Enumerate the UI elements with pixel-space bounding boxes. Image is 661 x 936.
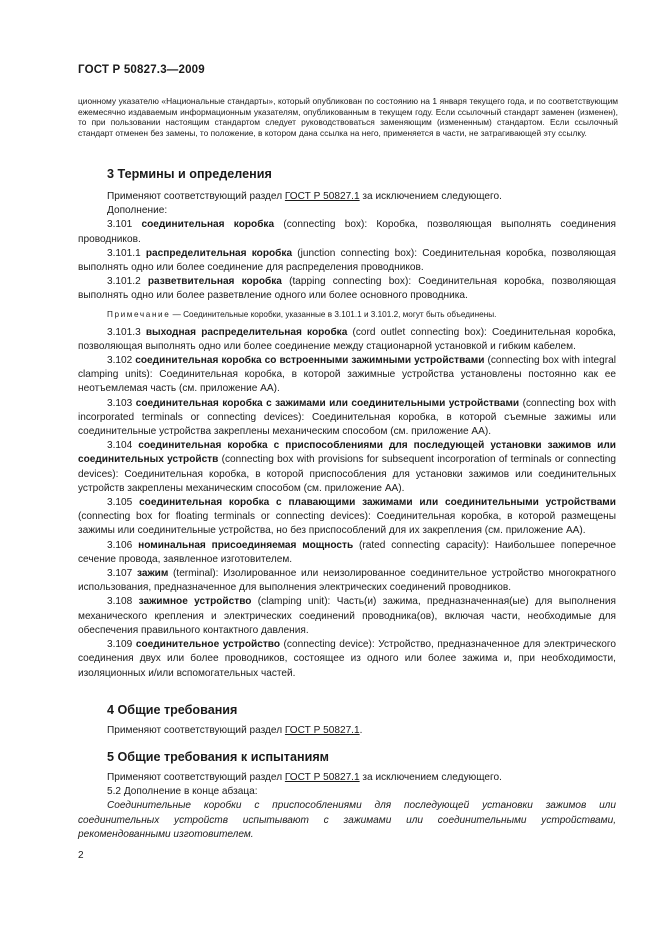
term-definition: (connecting device): Устройство, предназначенное для электрического соединения двух или более проводников, состоящее из одного или более зажима и, при необходимости, изоляционных и/или вспомогательных частей. bbox=[78, 639, 616, 679]
term-number: 3.109 bbox=[107, 639, 136, 651]
note bbox=[78, 309, 616, 320]
term-3-104 bbox=[78, 439, 616, 496]
term-number: 3.106 bbox=[107, 539, 139, 551]
term-number: 3.101 bbox=[107, 219, 142, 231]
term-number: 3.101.2 bbox=[107, 276, 148, 288]
section-5-body bbox=[78, 771, 616, 842]
term-definition: (rated connecting capacity): Наибольшее поперечное сечение провода, заявленное изготовителем. bbox=[78, 539, 616, 565]
standard-reference-link[interactable]: ГОСТ Р 50827.1 bbox=[284, 772, 360, 783]
term-definition: (cord outlet connecting box): Соединительная коробка, позволяющая выполнять одно или более соединение между стационарной установкой и гибким кабелем. bbox=[78, 326, 616, 352]
term-name: номинальная присоединяемая мощность bbox=[138, 539, 354, 551]
term-name: соединительная коробка со встроенными зажимными устройствами bbox=[135, 355, 485, 367]
term-3-101 bbox=[78, 218, 616, 246]
term-3-108 bbox=[78, 595, 616, 638]
note-text: — Соединительные коробки, указанные в 3.101.1 и 3.101.2, могут быть объединены. bbox=[170, 309, 497, 319]
note-label: Примечание bbox=[107, 309, 171, 319]
term-3-109 bbox=[78, 638, 616, 681]
term-definition: (connecting box with incorporated terminals or connecting devices): Соединительная коробка, в которой съемные зажимы или соединительные устройства закреплены механическим способом (см. приложение АА). bbox=[78, 397, 616, 438]
term-number: 3.105 bbox=[107, 497, 140, 509]
section-4-heading: 4 Общие требования bbox=[107, 703, 238, 717]
section-5-text-start: Применяют соответствующий раздел bbox=[107, 772, 285, 783]
section-4-text bbox=[78, 724, 616, 738]
term-definition: (terminal): Изолированное или неизолированное соединительное устройство многократного использования, предназначенное для выполнения электрических соединений проводников. bbox=[78, 568, 616, 594]
addition-label: Дополнение: bbox=[107, 205, 168, 217]
term-number: 3.108 bbox=[107, 596, 139, 608]
term-name: зажим bbox=[136, 568, 169, 580]
section-3-body bbox=[78, 190, 616, 681]
standard-reference-link[interactable]: ГОСТ Р 50827.1 bbox=[284, 191, 360, 202]
term-name: разветвительная коробка bbox=[147, 276, 282, 288]
term-name: распределительная коробка bbox=[145, 247, 293, 259]
term-definition: (clamping unit): Часть(и) зажима, предназначенная(ые) для выполнения механического крепления и электрических соединений проводника(ов), включая части, необходимые для обеспечения правильного контактного давления. bbox=[78, 596, 616, 636]
term-number: 3.104 bbox=[107, 440, 139, 452]
section-4-body bbox=[78, 724, 616, 738]
continuation-paragraph bbox=[78, 96, 618, 138]
section-4-text-start: Применяют соответствующий раздел bbox=[107, 725, 285, 736]
term-number: 3.102 bbox=[107, 355, 136, 367]
term-3-101-3 bbox=[78, 326, 616, 354]
term-number: 3.101.1 bbox=[107, 247, 146, 259]
continuation-text: ционному указателю «Национальные стандарты», который опубликован по состоянию на 1 января текущего года, и по соответствующим ежемесячно издаваемым информационным указателям, опубликованным в текущем году. Если ссылочный стандарт заменен (изменен), то при пользовании настоящим стандартом следует руководствоваться заменяющим (измененным) стандартом. Если ссылочный стандарт отменен без замены, то положение, в котором дана ссылка на него, применяется в части, не затрагивающей эту ссылку. bbox=[78, 96, 618, 138]
term-name: выходная распределительная коробка bbox=[145, 326, 348, 338]
section-5-text bbox=[78, 771, 616, 785]
term-definition: (junction connecting box): Соединительная коробка, позволяющая выполнять одно или более соединение для распределения проводников. bbox=[78, 247, 616, 274]
subsection-5-2: 5.2 Дополнение в конце абзаца: bbox=[107, 786, 258, 798]
term-name: соединительная коробка с плавающими зажимами или соединительными устройствами bbox=[139, 497, 616, 509]
term-3-105 bbox=[78, 496, 616, 539]
term-definition: (connecting box for floating terminals or connecting devices): Соединительная коробка, в которой размещены зажимы или соединительные устройства, но без приспособлений для их закрепления (см. приложение АА). bbox=[78, 511, 616, 537]
section-5-heading: 5 Общие требования к испытаниям bbox=[107, 750, 329, 764]
term-3-103 bbox=[78, 397, 616, 440]
term-3-102 bbox=[78, 354, 616, 397]
term-number: 3.107 bbox=[107, 568, 137, 580]
term-3-101-2 bbox=[78, 275, 616, 303]
term-name: зажимное устройство bbox=[138, 596, 252, 608]
term-definition: (connecting box): Коробка, позволяющая выполнять соединения проводников. bbox=[78, 219, 616, 245]
term-3-106 bbox=[78, 539, 616, 567]
section-3-intro bbox=[78, 190, 616, 204]
term-definition: (connecting box with provisions for subsequent incorporation of terminals or connecting devices): Соединительная коробка, в которой приспособления для установки зажимов или соединительных устройств закреплены механическим способом (см. приложение АА). bbox=[78, 454, 617, 494]
term-definition: (connecting box with integral clamping units): Соединительная коробка, в которой зажимные устройства установлены постоянно как ее неотъемлемая часть (см. приложение АА). bbox=[78, 355, 616, 395]
page-number: 2 bbox=[78, 850, 84, 861]
intro-text: Применяют соответствующий раздел bbox=[107, 191, 285, 202]
term-name: соединительное устройство bbox=[135, 639, 280, 651]
term-3-101-1 bbox=[78, 247, 616, 275]
term-name: соединительная коробка с приспособлениями для последующей установки зажимов или соединительных устройств bbox=[78, 440, 616, 466]
standard-reference-link[interactable]: ГОСТ Р 50827.1 bbox=[284, 725, 360, 736]
intro-text-end: за исключением следующего. bbox=[359, 191, 502, 202]
document-header: ГОСТ Р 50827.3—2009 bbox=[78, 64, 205, 76]
term-3-107 bbox=[78, 567, 616, 595]
section-5-italic-text: Соединительные коробки с приспособлениями для последующей установки зажимов или соединительных устройств испытывают с зажимами или соединительными устройствами, рекомендованными изготовителем. bbox=[78, 800, 616, 840]
term-number: 3.103 bbox=[107, 397, 136, 409]
term-name: соединительная коробка bbox=[141, 219, 275, 231]
term-number: 3.101.3 bbox=[107, 326, 146, 338]
term-name: соединительная коробка с зажимами или соединительными устройствами bbox=[135, 397, 520, 409]
section-4-text-end: . bbox=[359, 725, 363, 736]
section-5-text-end: за исключением следующего. bbox=[359, 772, 502, 783]
term-definition: (tapping connecting box): Соединительная коробка, позволяющая выполнять одно или более разветвление одного или более основного проводника. bbox=[78, 276, 616, 302]
section-3-heading: 3 Термины и определения bbox=[107, 167, 272, 181]
